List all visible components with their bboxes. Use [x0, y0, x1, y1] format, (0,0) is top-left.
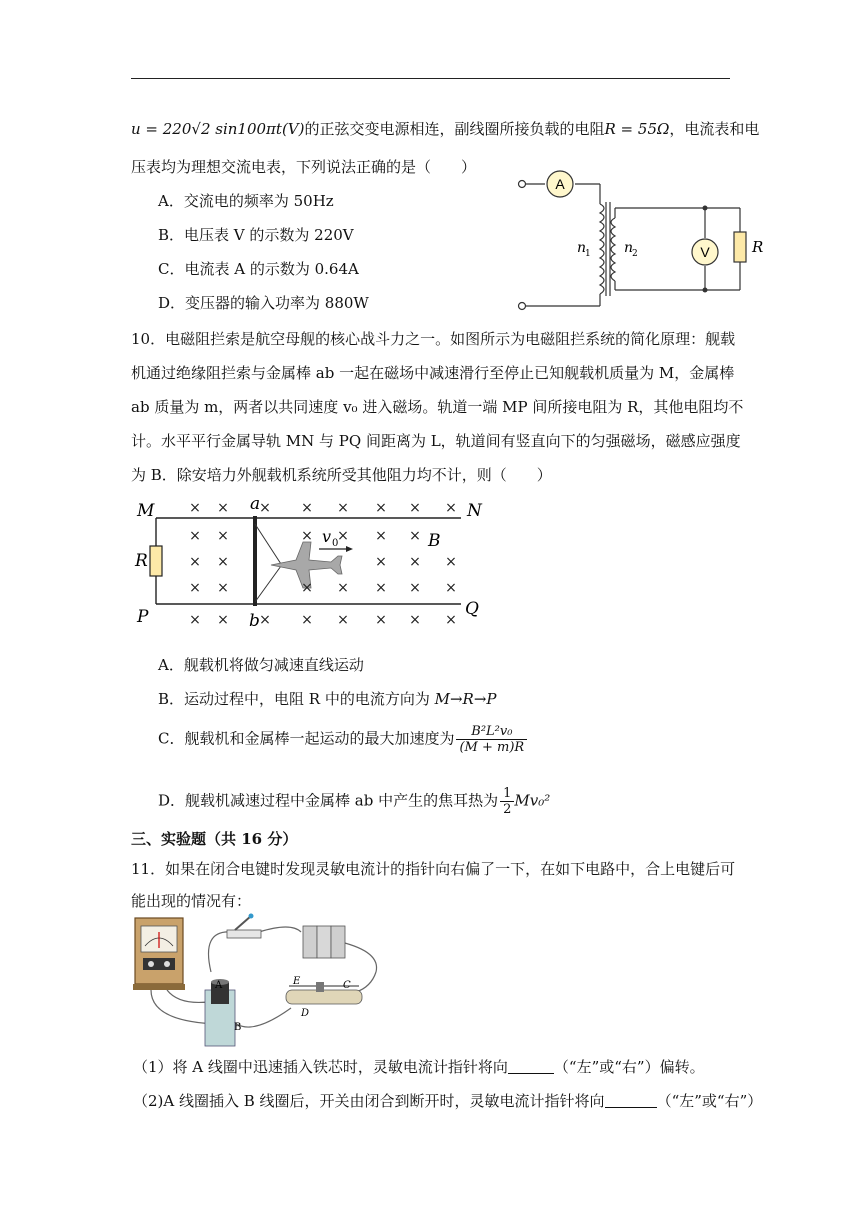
electromagnetic-arrest-figure [131, 494, 491, 634]
resistor-icon [150, 546, 162, 576]
figure-resistor-label: R [135, 551, 148, 571]
n2-subscript: 2 [632, 249, 638, 259]
field-cross-mark: × [445, 580, 457, 596]
q11-sub-1-tail: （“左”或“右”）偏转。 [553, 1058, 705, 1076]
q11-sub-2-text: （2)A 线圈插入 B 线圈后，开关由闭合到断开时，灵敏电流计指针将向 [133, 1092, 605, 1110]
field-cross-mark: × [189, 612, 201, 628]
point-p-label: P [137, 607, 149, 627]
field-cross-mark: × [409, 554, 421, 570]
fraction-numerator: B²L²v₀ [456, 724, 527, 740]
q9-option-d: D．变压器的输入功率为 880W [158, 294, 369, 312]
q10-option-c-text: C．舰载机和金属棒一起运动的最大加速度为 [158, 729, 455, 748]
fraction-denominator: (M + m)R [459, 740, 525, 755]
q9-option-c: C．电流表 A 的示数为 0.64A [158, 260, 359, 278]
q10-option-b-direction: M→R→P [434, 690, 497, 708]
q10-line-5: 为 B．除安培力外舰载机系统所受其他阻力均不计，则（ ） [131, 466, 552, 484]
q9-line-1-text: 的正弦交变电源相连，副线圈所接负载的电阻 [304, 120, 605, 138]
q9-line-1-tail: ，电流表和电 [669, 120, 760, 138]
q10-line-1: 10．电磁阻拦索是航空母舰的核心战斗力之一。如图所示为电磁阻拦系统的简化原理：舰载 [131, 330, 736, 348]
field-cross-mark: × [409, 612, 421, 628]
field-cross-mark: × [337, 528, 349, 544]
field-cross-mark: × [217, 580, 229, 596]
rod-end-a-label: a [250, 494, 261, 514]
q10-option-d [158, 786, 550, 817]
point-n-label: N [467, 501, 482, 521]
q9-line-2: 压表均为理想交流电表，下列说法正确的是（ ） [131, 158, 477, 176]
field-cross-mark: × [189, 528, 201, 544]
half-fraction [500, 786, 514, 817]
fraction-numerator: 1 [500, 786, 514, 802]
field-cross-mark: × [217, 554, 229, 570]
answer-blank-1[interactable] [508, 1059, 554, 1074]
rheostat-c-label: C [343, 980, 351, 991]
field-cross-mark: × [337, 612, 349, 628]
field-cross-mark: × [375, 612, 387, 628]
q9-resistance: R = 55Ω [604, 120, 670, 138]
field-cross-mark: × [337, 500, 349, 516]
q11-sub-2-tail: （“左”或“右”） [656, 1092, 763, 1110]
rheostat-e-label: E [293, 976, 301, 987]
field-cross-mark: × [375, 500, 387, 516]
arrest-cable [255, 524, 281, 602]
induction-experiment-figure [131, 912, 391, 1052]
field-cross-mark: × [217, 528, 229, 544]
q10-option-b [158, 688, 497, 709]
field-cross-mark: × [445, 500, 457, 516]
q10-option-d-tail: Mv₀² [514, 791, 551, 810]
field-cross-mark: × [189, 580, 201, 596]
n1-label: n [577, 240, 587, 256]
q10-option-b-text: B．运动过程中，电阻 R 中的电流方向为 [158, 690, 435, 708]
q10-option-a: A．舰载机将做匀减速直线运动 [158, 656, 364, 674]
q9-line-1 [131, 118, 759, 139]
q10-line-2: 机通过绝缘阻拦索与金属棒 ab 一起在磁场中减速滑行至停止已知舰载机质量为 M，金属棒 [131, 364, 735, 382]
coil-b-label: B [234, 1022, 242, 1033]
velocity-subscript: 0 [332, 538, 339, 549]
q10-line-3: ab 质量为 m，两者以共同速度 v₀ 进入磁场。轨道一端 MP 间所接电阻为 R，其他电阻均不 [131, 398, 744, 416]
q9-voltage-formula: u = 220√2 sin100πt(V) [131, 120, 305, 138]
field-cross-mark: × [301, 612, 313, 628]
field-cross-mark: × [217, 500, 229, 516]
max-acceleration-fraction [456, 724, 527, 755]
q10-option-d-text: D．舰载机减速过程中金属棒 ab 中产生的焦耳热为 [158, 791, 499, 810]
galvanometer-icon [133, 918, 185, 990]
point-m-label: M [137, 501, 155, 521]
magnetic-field-label: B [428, 531, 441, 551]
field-cross-mark: × [445, 554, 457, 570]
resistor-icon [734, 232, 746, 262]
q11-sub-2 [133, 1090, 762, 1111]
rheostat-d-label: D [301, 1008, 310, 1019]
switch-icon [227, 914, 261, 939]
q10-line-4: 计。水平平行金属导轨 MN 与 PQ 间距离为 L，轨道间有竖直向下的匀强磁场，磁感应强度 [131, 432, 741, 450]
q11-sub-1 [133, 1056, 705, 1077]
field-cross-mark: × [409, 528, 421, 544]
battery-icon [303, 926, 345, 958]
field-cross-mark: × [375, 580, 387, 596]
field-cross-mark: × [301, 500, 313, 516]
answer-blank-2[interactable] [605, 1093, 657, 1108]
field-cross-mark: × [259, 612, 271, 628]
velocity-label: v [322, 527, 332, 546]
q11-line-2: 能出现的情况有： [131, 892, 252, 910]
n1-subscript: 1 [585, 249, 591, 259]
transformer-circuit-figure [515, 166, 775, 316]
field-cross-mark: × [409, 580, 421, 596]
field-cross-mark: × [189, 500, 201, 516]
n2-label: n [624, 240, 634, 256]
fraction-denominator: 2 [503, 802, 512, 817]
field-cross-mark: × [337, 580, 349, 596]
q9-option-a: A．交流电的频率为 50Hz [158, 192, 334, 210]
field-cross-mark: × [375, 528, 387, 544]
voltmeter-label: V [700, 244, 710, 260]
q11-sub-1-text: （1）将 A 线圈中迅速插入铁芯时，灵敏电流计指针将向 [133, 1058, 508, 1076]
q11-line-1: 11．如果在闭合电键时发现灵敏电流计的指针向右偏了一下，在如下电路中，合上电键后可 [131, 860, 736, 878]
field-cross-mark: × [217, 612, 229, 628]
field-cross-mark: × [301, 528, 313, 544]
section-heading: 三、实验题（共 16 分） [131, 830, 298, 848]
q10-option-c [158, 724, 527, 755]
ammeter-label: A [555, 176, 565, 192]
resistor-label: R [752, 238, 764, 256]
field-cross-mark: × [409, 500, 421, 516]
field-cross-mark: × [259, 500, 271, 516]
header-rule [131, 78, 730, 79]
coil-a-label: A [215, 980, 223, 991]
field-cross-mark: × [375, 554, 387, 570]
point-q-label: Q [465, 599, 479, 619]
field-cross-mark: × [301, 580, 313, 596]
q9-option-b: B．电压表 V 的示数为 220V [158, 226, 354, 244]
rod-end-b-label: b [249, 611, 260, 631]
field-cross-mark: × [189, 554, 201, 570]
field-cross-mark: × [445, 612, 457, 628]
